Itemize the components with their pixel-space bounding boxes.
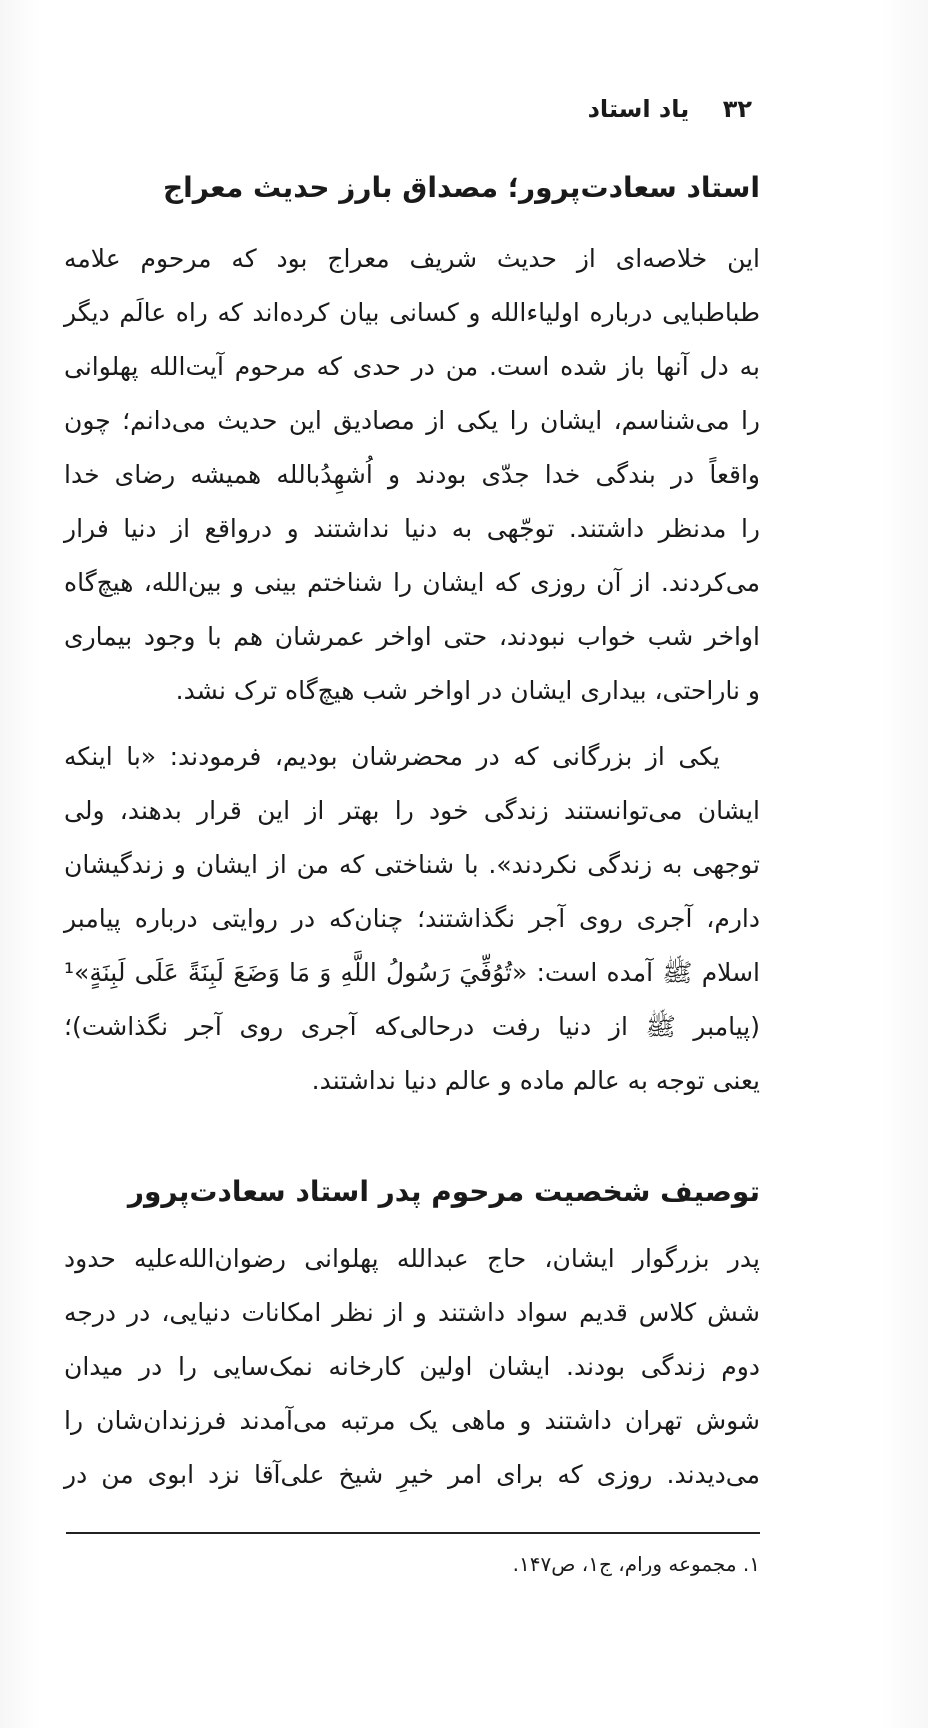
text-line: به دل آنها باز شده است. من در حدی که مرحوم آیت‌الله پهلوانی <box>64 352 760 381</box>
footnote-divider <box>66 1532 760 1534</box>
text-line: واقعاً در بندگی خدا جدّی بودند و اُشهِدُبالله همیشه رضای خدا <box>64 460 760 489</box>
section-heading-2: توصیف شخصیت مرحوم پدر استاد سعادت‌پرور <box>127 1175 760 1208</box>
text-line: یعنی توجه به عالم ماده و عالم دنیا نداشتند. <box>311 1066 760 1095</box>
text-line: طباطبایی درباره اولیاءالله و کسانی بیان کرده‌اند که راه عالَم دیگر <box>64 298 760 327</box>
text-line: ایشان می‌توانستند زندگی خود را بهتر از این قرار بدهند، ولی <box>64 796 760 825</box>
footnote: ۱. مجموعه ورام، ج۱، ص۱۴۷. <box>512 1552 760 1576</box>
text-line: یکی از بزرگانی که در محضرشان بودیم، فرمودند: «با اینکه <box>64 742 720 771</box>
text-line: می‌دیدند. روزی که برای امر خیرِ شیخ علی‌آقا نزد ابوی من در <box>64 1460 760 1489</box>
text-line: پدر بزرگوار ایشان، حاج عبدالله پهلوانی رضوان‌الله‌علیه حدود <box>64 1244 760 1273</box>
text-line: می‌کردند. از آن روزی که ایشان را شناختم بینی و بین‌الله، هیچ‌گاه <box>64 568 760 597</box>
text-line: شوش تهران داشتند و ماهی یک مرتبه می‌آمدند فرزندان‌شان را <box>64 1406 760 1435</box>
text-line: شش کلاس قدیم سواد داشتند و از نظر امکانات دنیایی، در درجه <box>64 1298 760 1327</box>
text-line: این خلاصه‌ای از حدیث شریف معراج بود که مرحوم علامه <box>64 244 760 273</box>
text-line: را می‌شناسم، ایشان را یکی از مصادیق این حدیث می‌دانم؛ چون <box>64 406 760 435</box>
text-line: اواخر شب خواب نبودند، حتی اواخر عمرشان هم با وجود بیماری <box>64 622 760 651</box>
book-title: یاد استاد <box>587 95 690 123</box>
page-number: ۳۲ <box>722 95 752 123</box>
text-line: و ناراحتی، بیداری ایشان در اواخر شب هیچ‌گاه ترک نشد. <box>175 676 760 705</box>
paragraph-1 <box>64 232 760 718</box>
running-head <box>452 92 752 126</box>
text-line: اسلام ﷺ آمده است: «تُوُفِّيَ رَسُولُ اللَّهِ وَ مَا وَضَعَ لَبِنَةً عَلَى لَبِنَةٍ»¹ <box>64 958 760 987</box>
text-line: را مدنظر داشتند. توجّهی به دنیا نداشتند و درواقع از دنیا فرار <box>64 514 760 543</box>
text-line: توجهی به زندگی نکردند». با شناختی که من از ایشان و زندگیشان <box>64 850 760 879</box>
paragraph-3 <box>64 1232 760 1502</box>
text-line: دارم، آجری روی آجر نگذاشتند؛ چنان‌که در روایتی درباره پیامبر <box>64 904 760 933</box>
paragraph-2 <box>64 730 760 1108</box>
section-heading-1: استاد سعادت‌پرور؛ مصداق بارز حدیث معراج <box>162 171 760 204</box>
text-line: (پیامبر ﷺ از دنیا رفت درحالی‌که آجری روی آجر نگذاشت)؛ <box>64 1012 760 1041</box>
text-line: دوم زندگی بودند. ایشان اولین کارخانه نمک‌سایی را در میدان <box>64 1352 760 1381</box>
